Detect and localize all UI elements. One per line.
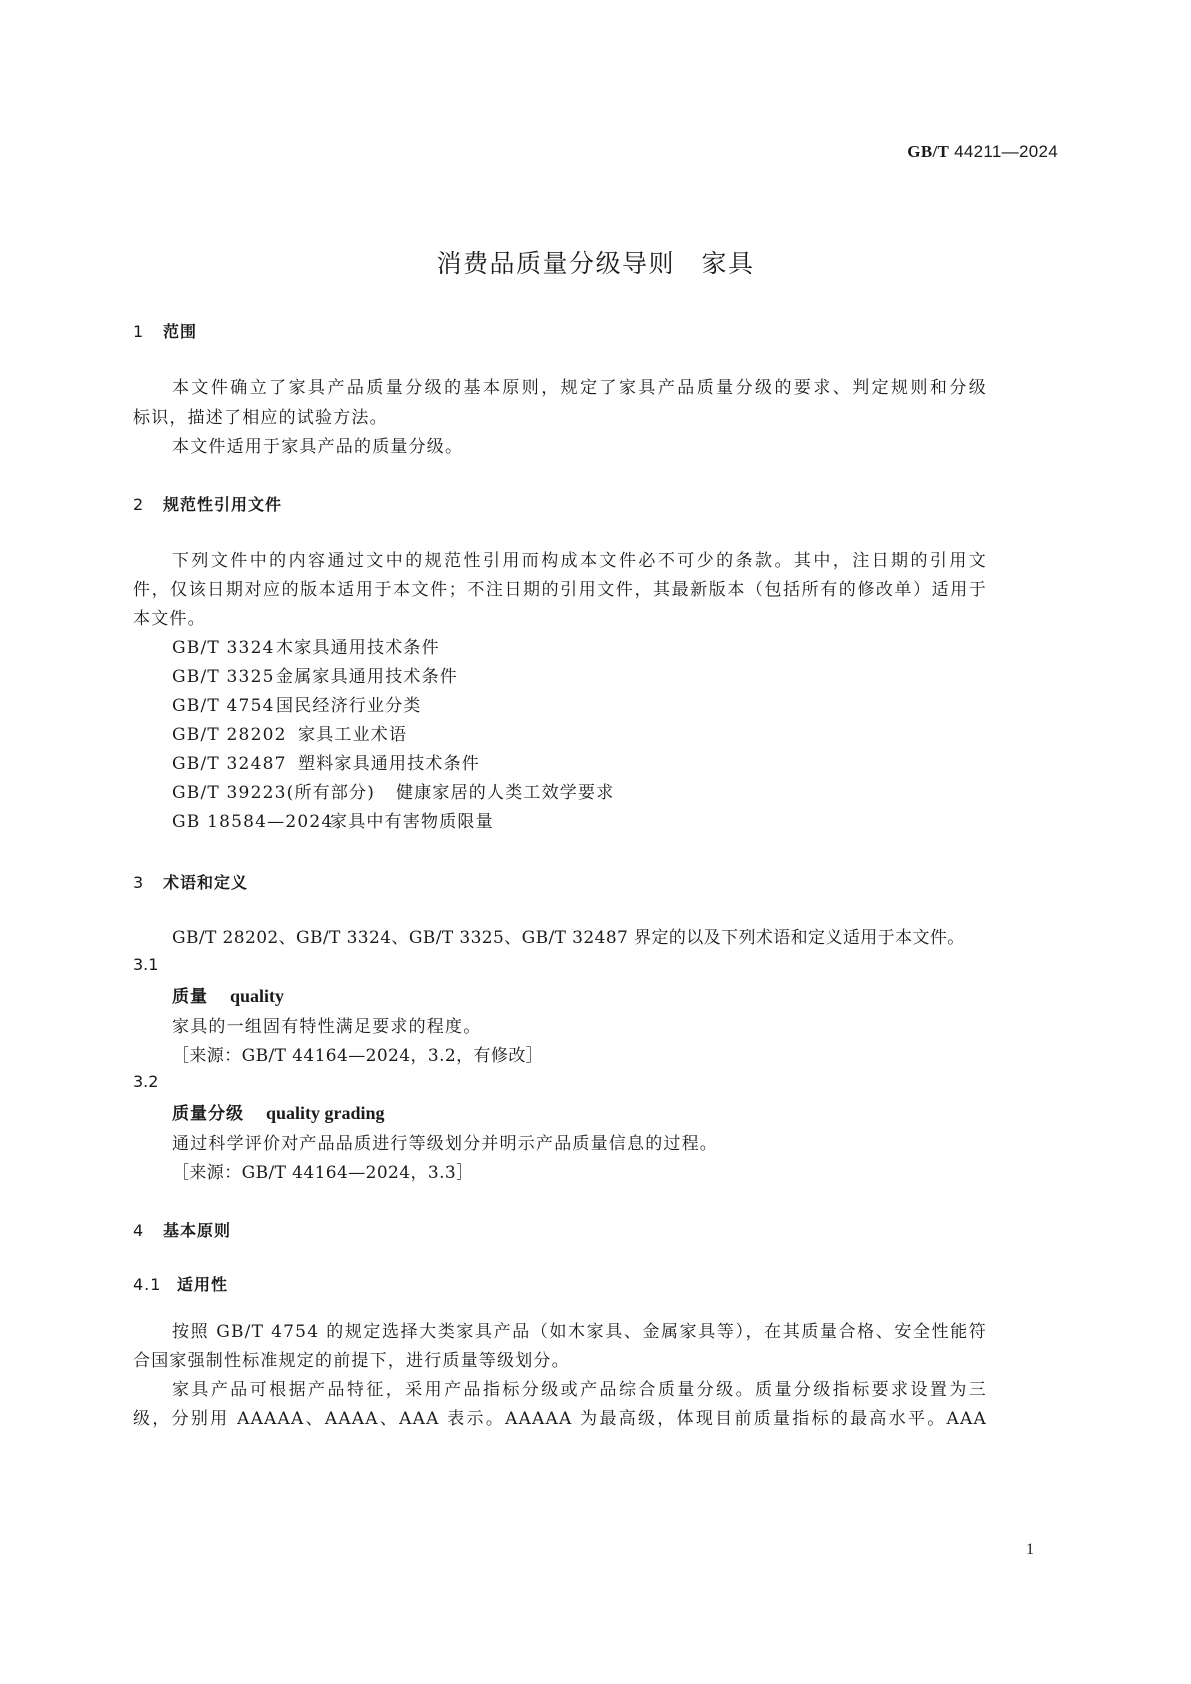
term-source: ［来源：GB/T 44164—2024，3.2，有修改］ (172, 1046, 544, 1066)
reference-code: GB/T 4754 (172, 696, 275, 716)
reference-item (172, 807, 494, 832)
reference-title: 健康家居的人类工效学要求 (396, 783, 615, 803)
reference-code: GB/T 28202 (172, 725, 287, 745)
reference-title: 塑料家具通用技术条件 (298, 754, 480, 774)
standard-number: 44211—2024 (954, 142, 1058, 161)
reference-item (172, 662, 458, 687)
section-number: 1 (133, 322, 145, 341)
term-title (172, 1099, 385, 1124)
reference-code: GB/T 32487 (172, 754, 287, 774)
term-definition: 家具的一组固有特性满足要求的程度。 (172, 1017, 482, 1037)
paragraph-line: 件，仅该日期对应的版本适用于本文件；不注日期的引用文件，其最新版本（包括所有的修改单）适用于 (133, 580, 987, 600)
term-number: 3.2 (133, 1072, 159, 1091)
term-english: quality (230, 986, 285, 1006)
section-title: 适用性 (177, 1275, 229, 1294)
paragraph-line: 家具产品可根据产品特征，采用产品指标分级或产品综合质量分级。质量分级指标要求设置为三 (172, 1380, 987, 1400)
reference-title: 家具工业术语 (298, 725, 408, 745)
page-number: 1 (1026, 1541, 1034, 1558)
document-title: 消费品质量分级导则 家具 (436, 249, 755, 278)
reference-code: GB/T 39223(所有部分) (172, 783, 376, 803)
reference-item (172, 720, 407, 745)
reference-code: GB 18584—2024 (172, 812, 334, 832)
term-definition: 通过科学评价对产品品质进行等级划分并明示产品质量信息的过程。 (172, 1134, 718, 1154)
reference-title: 金属家具通用技术条件 (276, 667, 458, 687)
reference-item (172, 778, 614, 803)
standard-prefix: GB/T (907, 142, 950, 161)
reference-title: 国民经济行业分类 (276, 696, 422, 716)
paragraph-line: GB/T 28202、GB/T 3324、GB/T 3325、GB/T 32487 界定的以及下列术语和定义适用于本文件。 (172, 928, 965, 948)
section-title: 规范性引用文件 (163, 495, 283, 514)
section-number: 3 (133, 873, 145, 892)
paragraph-line: 下列文件中的内容通过文中的规范性引用而构成本文件必不可少的条款。其中，注日期的引用文 (172, 551, 987, 571)
paragraph-line: 标识，描述了相应的试验方法。 (133, 408, 388, 428)
term-number: 3.1 (133, 955, 159, 974)
term-source: ［来源：GB/T 44164—2024，3.3］ (172, 1163, 474, 1183)
section-1-heading (133, 319, 197, 342)
paragraph-line: 本文件适用于家具产品的质量分级。 (172, 437, 464, 457)
subsection-4-1-heading (133, 1272, 228, 1295)
reference-title: 木家具通用技术条件 (276, 638, 440, 658)
section-title: 术语和定义 (163, 873, 249, 892)
term-english: quality grading (266, 1103, 385, 1123)
reference-item (172, 633, 440, 658)
paragraph-line: 按照 GB/T 4754 的规定选择大类家具产品（如木家具、金属家具等），在其质量合格、安全性能符 (172, 1322, 987, 1342)
reference-title: 家具中有害物质限量 (330, 812, 494, 832)
term-title (172, 982, 284, 1007)
paragraph-line: 级，分别用 AAAAA、AAAA、AAA 表示。AAAAA 为最高级，体现目前质量指标的最高水平。AAA (133, 1409, 987, 1429)
standard-code (907, 142, 1058, 162)
reference-code: GB/T 3325 (172, 667, 275, 687)
section-title: 基本原则 (163, 1221, 232, 1240)
reference-item (172, 749, 480, 774)
section-number: 2 (133, 495, 145, 514)
reference-code: GB/T 3324 (172, 638, 275, 658)
term-chinese: 质量分级 (172, 1104, 244, 1124)
section-4-heading (133, 1218, 231, 1241)
term-chinese: 质量 (172, 987, 208, 1007)
paragraph-line: 合国家强制性标准规定的前提下，进行质量等级划分。 (133, 1351, 570, 1371)
section-3-heading (133, 870, 248, 893)
section-title: 范围 (163, 322, 198, 341)
section-number: 4.1 (133, 1275, 162, 1294)
section-number: 4 (133, 1221, 145, 1240)
reference-item (172, 691, 422, 716)
section-2-heading (133, 492, 282, 515)
paragraph-line: 本文件。 (133, 609, 206, 629)
paragraph-line: 本文件确立了家具产品质量分级的基本原则，规定了家具产品质量分级的要求、判定规则和分级 (172, 378, 987, 398)
